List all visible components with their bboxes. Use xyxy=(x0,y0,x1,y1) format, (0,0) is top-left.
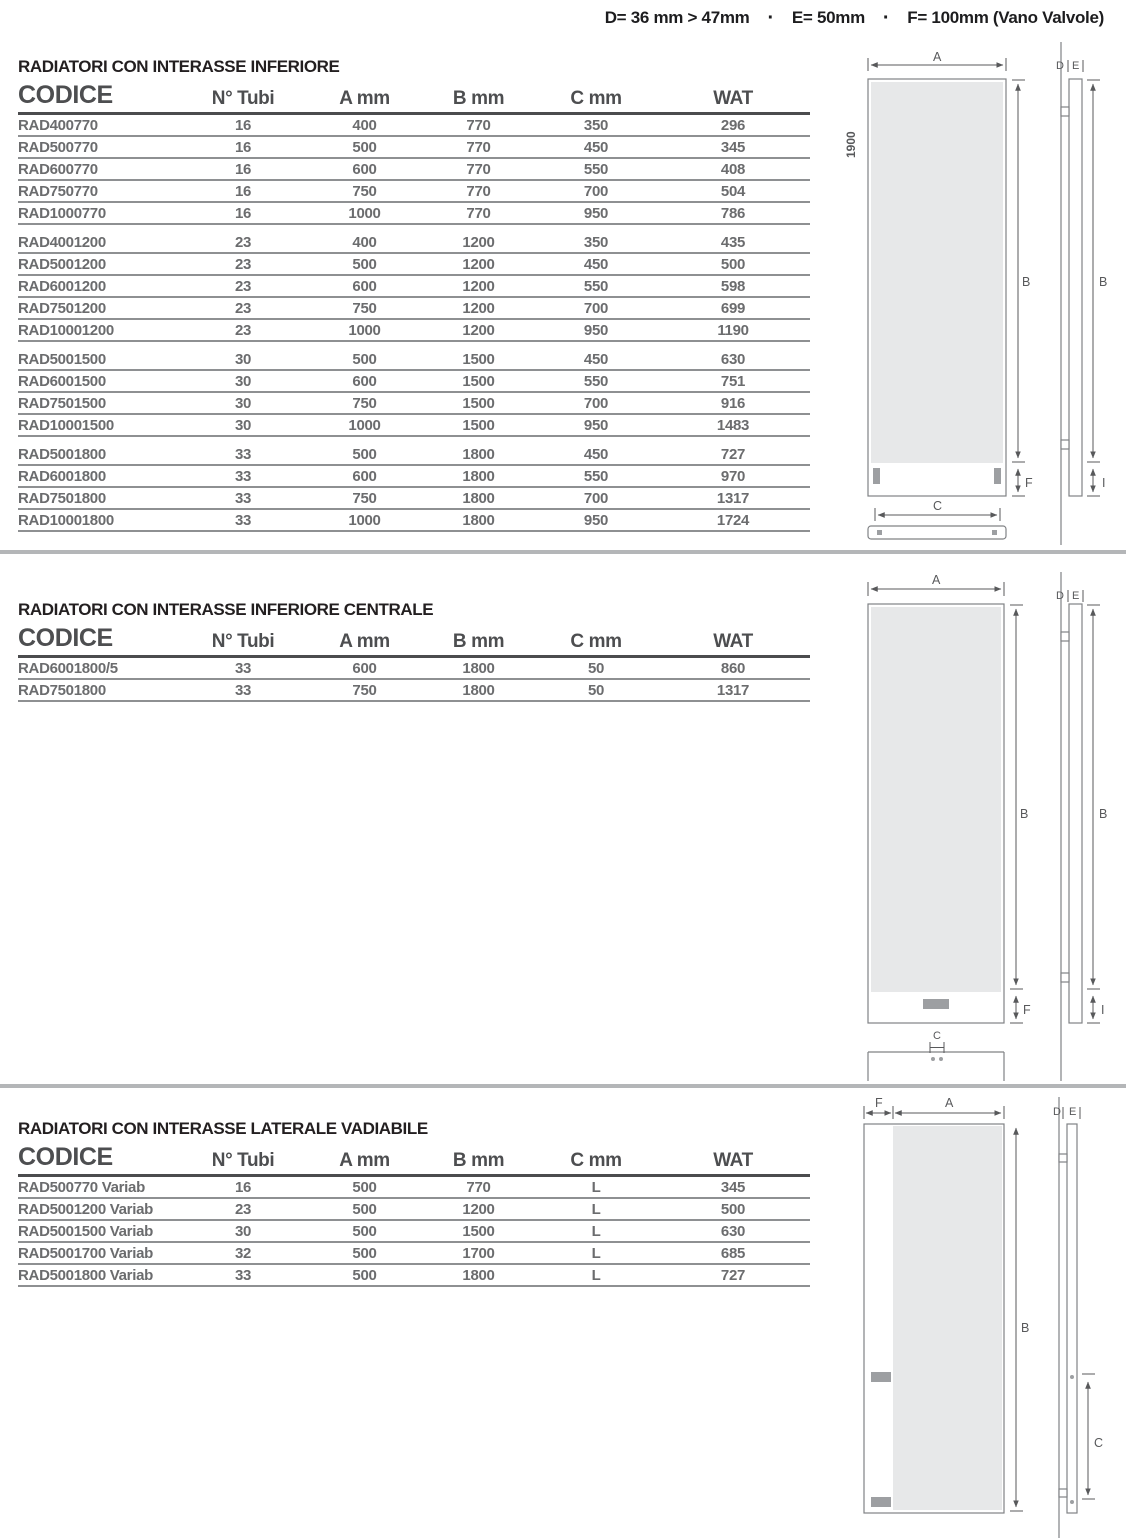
value-cell: L xyxy=(591,1222,601,1240)
dim-label-i: I xyxy=(1102,476,1106,490)
value-cell: 1500 xyxy=(462,350,495,368)
codice-cell: RAD5001800 xyxy=(18,445,106,463)
table-header xyxy=(18,1142,810,1177)
value-cell: L xyxy=(591,1244,601,1262)
value-cell: 350 xyxy=(583,116,609,134)
value-cell: 1000 xyxy=(348,511,381,529)
value-cell: 1800 xyxy=(462,445,495,463)
value-cell: 1190 xyxy=(717,321,749,339)
table-body xyxy=(18,1177,810,1287)
value-cell: 630 xyxy=(720,1222,746,1240)
value-cell: 400 xyxy=(352,233,377,251)
codice-cell: RAD1000770 xyxy=(18,204,106,222)
table-row xyxy=(18,658,810,680)
codice-cell: RAD750770 xyxy=(18,182,98,200)
dim-label-d: D xyxy=(1056,60,1064,72)
value-cell: 550 xyxy=(583,277,609,295)
codice-cell: RAD600770 xyxy=(18,160,98,178)
table-row xyxy=(18,254,810,276)
column-header: N° Tubi xyxy=(211,1150,275,1171)
column-header: N° Tubi xyxy=(211,88,275,109)
value-cell: 23 xyxy=(234,233,252,251)
value-cell: 950 xyxy=(583,321,609,339)
dim-label-e: E xyxy=(1072,590,1080,602)
value-cell: 751 xyxy=(720,372,746,390)
section-interasse-inferiore xyxy=(18,58,810,532)
value-cell: 30 xyxy=(234,416,252,434)
row-group xyxy=(18,115,810,225)
value-cell: 500 xyxy=(352,138,377,156)
dim-label-c: C xyxy=(933,1030,941,1042)
value-cell: 500 xyxy=(352,1222,377,1240)
value-cell: 500 xyxy=(352,1178,377,1196)
note-dimension-f: F= 100mm (Vano Valvole) xyxy=(907,8,1104,27)
codice-cell: RAD500770 Variab xyxy=(18,1178,145,1196)
note-dimension-d: D= 36 mm > 47mm xyxy=(604,8,750,27)
value-cell: 23 xyxy=(234,277,252,295)
value-cell: 699 xyxy=(720,299,746,317)
section-divider xyxy=(0,1084,1126,1088)
value-cell: 1800 xyxy=(462,489,495,507)
codice-cell: RAD500770 xyxy=(18,138,98,156)
value-cell: 435 xyxy=(720,233,746,251)
value-cell: 345 xyxy=(720,1178,746,1196)
connector-right xyxy=(994,468,1001,484)
diagram-interasse-inferiore xyxy=(835,40,1126,548)
radiator-panel xyxy=(871,82,1003,463)
value-cell: 550 xyxy=(583,160,609,178)
table-header xyxy=(18,80,810,115)
value-cell: 1800 xyxy=(462,659,495,677)
value-cell: 16 xyxy=(234,138,252,156)
value-cell: 770 xyxy=(466,1178,491,1196)
value-cell: 500 xyxy=(352,1200,377,1218)
wall-bracket-bottom xyxy=(1061,973,1069,982)
value-cell: 1200 xyxy=(462,277,495,295)
bottom-connector-left xyxy=(877,530,882,535)
table-row xyxy=(18,1243,810,1265)
value-cell: 700 xyxy=(583,182,609,200)
value-cell: 500 xyxy=(352,445,377,463)
value-cell: 23 xyxy=(234,1200,252,1218)
codice-cell: RAD6001800 xyxy=(18,467,106,485)
table-row xyxy=(18,159,810,181)
value-cell: L xyxy=(591,1266,601,1284)
codice-cell: RAD10001800 xyxy=(18,511,114,529)
table-row xyxy=(18,203,810,225)
value-cell: 700 xyxy=(583,489,609,507)
codice-cell: RAD6001800/5 xyxy=(18,659,118,677)
value-cell: 16 xyxy=(234,160,252,178)
column-header: WAT xyxy=(713,1150,753,1171)
codice-cell: RAD7501800 xyxy=(18,681,106,699)
dim-label-b: B xyxy=(1021,1321,1030,1335)
value-cell: 600 xyxy=(352,659,377,677)
wall-bracket-bottom xyxy=(1061,440,1069,449)
valve-connector-upper xyxy=(871,1372,891,1382)
value-cell: L xyxy=(591,1200,601,1218)
dim-label-b: B xyxy=(1022,275,1031,289)
value-cell: 500 xyxy=(352,350,377,368)
value-cell: 1700 xyxy=(462,1244,495,1262)
value-cell: 1200 xyxy=(462,321,495,339)
value-cell: 23 xyxy=(234,255,252,273)
column-header: C mm xyxy=(570,88,622,109)
value-cell: 500 xyxy=(352,1266,377,1284)
side-connector-lower xyxy=(1070,1500,1074,1504)
value-cell: 33 xyxy=(234,1266,252,1284)
value-cell: 1724 xyxy=(716,511,750,529)
wall-bracket-bottom xyxy=(1059,1489,1067,1497)
note-dimension-e: E= 50mm xyxy=(791,8,865,27)
value-cell: 700 xyxy=(583,299,609,317)
table-row xyxy=(18,466,810,488)
value-cell: 1000 xyxy=(348,321,381,339)
table-row xyxy=(18,680,810,702)
value-cell: 32 xyxy=(234,1244,252,1262)
dim-label-c: C xyxy=(1094,1436,1104,1450)
dim-label-a: A xyxy=(945,1096,954,1110)
value-cell: 727 xyxy=(720,445,746,463)
table-row xyxy=(18,488,810,510)
value-cell: 1000 xyxy=(348,416,381,434)
value-cell: 296 xyxy=(720,116,746,134)
codice-cell: RAD400770 xyxy=(18,116,98,134)
value-cell: L xyxy=(591,1178,601,1196)
value-cell: 1200 xyxy=(462,255,495,273)
value-cell: 1500 xyxy=(462,372,495,390)
table-row xyxy=(18,137,810,159)
dim-label-c: C xyxy=(933,499,943,513)
table-row xyxy=(18,181,810,203)
value-cell: 970 xyxy=(720,467,746,485)
value-cell: 50 xyxy=(587,659,605,677)
column-header: A mm xyxy=(339,1150,390,1171)
dim-label-d: D xyxy=(1053,1106,1061,1118)
value-cell: 1317 xyxy=(716,489,750,507)
dim-label-f: F xyxy=(1023,1003,1031,1017)
dim-label-a: A xyxy=(933,50,942,64)
value-cell: 770 xyxy=(466,138,491,156)
value-cell: 916 xyxy=(720,394,746,412)
codice-cell: RAD5001700 Variab xyxy=(18,1244,153,1262)
diagram-interasse-inferiore-centrale xyxy=(835,570,1126,1083)
column-header: C mm xyxy=(570,1150,622,1171)
codice-cell: RAD7501800 xyxy=(18,489,106,507)
value-cell: 500 xyxy=(720,1200,746,1218)
value-cell: 30 xyxy=(234,350,252,368)
table-row xyxy=(18,276,810,298)
wall-bracket-top xyxy=(1061,107,1069,116)
dim-label-d: D xyxy=(1056,590,1064,602)
value-cell: 786 xyxy=(720,204,746,222)
connector-left xyxy=(873,468,880,484)
value-cell: 1200 xyxy=(462,1200,495,1218)
value-cell: 30 xyxy=(234,1222,252,1240)
value-cell: 30 xyxy=(234,394,252,412)
dim-label-e: E xyxy=(1069,1106,1077,1118)
value-cell: 1483 xyxy=(716,416,750,434)
dimensions-note xyxy=(605,8,1104,28)
table-header xyxy=(18,623,810,658)
codice-cell: RAD5001200 Variab xyxy=(18,1200,153,1218)
value-cell: 16 xyxy=(234,204,252,222)
value-cell: 450 xyxy=(583,255,609,273)
dim-label-i: I xyxy=(1101,1003,1105,1017)
table-body xyxy=(18,115,810,532)
table-row xyxy=(18,371,810,393)
table-row xyxy=(18,1177,810,1199)
section-divider xyxy=(0,550,1126,554)
side-view xyxy=(1069,79,1082,496)
value-cell: 1800 xyxy=(462,467,495,485)
table-row xyxy=(18,1221,810,1243)
value-cell: 504 xyxy=(720,182,746,200)
value-cell: 700 xyxy=(583,394,609,412)
value-cell: 33 xyxy=(234,511,252,529)
value-cell: 450 xyxy=(583,138,609,156)
table-row xyxy=(18,1265,810,1287)
dim-label-a: A xyxy=(932,573,941,587)
value-cell: 727 xyxy=(720,1266,746,1284)
table-body xyxy=(18,658,810,702)
value-cell: 1800 xyxy=(462,681,495,699)
codice-cell: RAD4001200 xyxy=(18,233,106,251)
value-cell: 33 xyxy=(234,489,252,507)
value-cell: 50 xyxy=(587,681,605,699)
column-header: CODICE xyxy=(18,624,113,652)
value-cell: 16 xyxy=(234,182,252,200)
table-row xyxy=(18,232,810,254)
column-header: CODICE xyxy=(18,81,113,109)
value-cell: 770 xyxy=(466,160,491,178)
column-header: N° Tubi xyxy=(211,631,275,652)
value-cell: 598 xyxy=(720,277,746,295)
dim-label-f: F xyxy=(875,1096,883,1110)
column-header: B mm xyxy=(452,1150,505,1171)
value-cell: 33 xyxy=(234,659,252,677)
wall-bracket-top xyxy=(1061,632,1069,641)
value-cell: 950 xyxy=(583,204,609,222)
value-cell: 1000 xyxy=(348,204,381,222)
codice-cell: RAD10001200 xyxy=(18,321,114,339)
codice-cell: RAD6001500 xyxy=(18,372,106,390)
value-cell: 750 xyxy=(352,182,377,200)
table-row xyxy=(18,1199,810,1221)
radiator-panel xyxy=(893,1126,1002,1510)
value-cell: 350 xyxy=(583,233,609,251)
codice-cell: RAD5001800 Variab xyxy=(18,1266,153,1284)
bottom-view xyxy=(868,526,1006,539)
separator-dot: · xyxy=(767,7,774,29)
value-cell: 950 xyxy=(583,416,609,434)
value-cell: 770 xyxy=(466,204,491,222)
value-cell: 400 xyxy=(352,116,377,134)
value-cell: 1800 xyxy=(462,511,495,529)
value-cell: 1317 xyxy=(716,681,750,699)
dim-label-f: F xyxy=(1025,476,1033,490)
value-cell: 860 xyxy=(720,659,746,677)
value-cell: 750 xyxy=(352,681,377,699)
value-cell: 1200 xyxy=(462,299,495,317)
value-cell: 1800 xyxy=(462,1266,495,1284)
value-cell: 345 xyxy=(720,138,746,156)
section-title: RADIATORI CON INTERASSE INFERIORE CENTRALE xyxy=(18,600,434,619)
column-header: B mm xyxy=(452,631,505,652)
value-cell: 750 xyxy=(352,394,377,412)
value-cell: 16 xyxy=(234,1178,252,1196)
column-header: WAT xyxy=(713,88,753,109)
codice-cell: RAD7501500 xyxy=(18,394,106,412)
value-cell: 685 xyxy=(720,1244,746,1262)
dim-label-b-side: B xyxy=(1099,275,1108,289)
value-cell: 630 xyxy=(720,350,746,368)
valve-connector-lower xyxy=(871,1497,891,1507)
row-group xyxy=(18,658,810,702)
codice-cell: RAD5001500 xyxy=(18,350,106,368)
wall-bracket-top xyxy=(1059,1154,1067,1162)
value-cell: 550 xyxy=(583,467,609,485)
codice-cell: RAD7501200 xyxy=(18,299,106,317)
value-cell: 450 xyxy=(583,445,609,463)
column-header: A mm xyxy=(339,88,390,109)
section-title: RADIATORI CON INTERASSE INFERIORE xyxy=(18,57,340,76)
value-cell: 770 xyxy=(466,182,491,200)
value-cell: 1500 xyxy=(462,394,495,412)
bottom-connector-left xyxy=(931,1057,935,1061)
value-cell: 500 xyxy=(352,255,377,273)
side-connector-upper xyxy=(1070,1375,1074,1379)
codice-cell: RAD5001200 xyxy=(18,255,106,273)
separator-dot: · xyxy=(882,7,890,29)
value-cell: 16 xyxy=(234,116,252,134)
value-cell: 450 xyxy=(583,350,609,368)
section-interasse-inferiore-centrale xyxy=(18,601,810,702)
row-group xyxy=(18,232,810,342)
table-row xyxy=(18,115,810,137)
height-label: 1900 xyxy=(844,131,858,158)
value-cell: 770 xyxy=(466,116,491,134)
codice-cell: RAD5001500 Variab xyxy=(18,1222,153,1240)
side-view xyxy=(1069,604,1082,1023)
value-cell: 1500 xyxy=(462,1222,495,1240)
codice-cell: RAD6001200 xyxy=(18,277,106,295)
row-group xyxy=(18,1177,810,1287)
value-cell: 500 xyxy=(720,255,746,273)
value-cell: 600 xyxy=(352,160,377,178)
bottom-view xyxy=(868,1052,1004,1081)
central-connector xyxy=(923,999,949,1009)
column-header: C mm xyxy=(570,631,622,652)
table-row xyxy=(18,349,810,371)
table-row xyxy=(18,393,810,415)
table-row xyxy=(18,320,810,342)
section-interasse-laterale-variabile xyxy=(18,1120,810,1287)
bottom-connector-right xyxy=(939,1057,943,1061)
value-cell: 33 xyxy=(234,467,252,485)
value-cell: 1200 xyxy=(462,233,495,251)
radiator-panel xyxy=(871,607,1001,992)
row-group xyxy=(18,349,810,437)
value-cell: 1500 xyxy=(462,416,495,434)
value-cell: 500 xyxy=(352,1244,377,1262)
value-cell: 23 xyxy=(234,321,252,339)
table-row xyxy=(18,510,810,532)
value-cell: 750 xyxy=(352,299,377,317)
value-cell: 408 xyxy=(720,160,746,178)
table-row xyxy=(18,444,810,466)
side-view xyxy=(1067,1124,1077,1513)
diagram-interasse-laterale-variabile xyxy=(835,1095,1126,1538)
dim-label-b: B xyxy=(1020,807,1029,821)
codice-cell: RAD10001500 xyxy=(18,416,114,434)
dim-label-b-side: B xyxy=(1099,807,1108,821)
value-cell: 550 xyxy=(583,372,609,390)
value-cell: 950 xyxy=(583,511,609,529)
value-cell: 33 xyxy=(234,445,252,463)
value-cell: 600 xyxy=(352,372,377,390)
table-row xyxy=(18,415,810,437)
value-cell: 33 xyxy=(234,681,252,699)
value-cell: 600 xyxy=(352,467,377,485)
bottom-connector-right xyxy=(992,530,997,535)
section-title: RADIATORI CON INTERASSE LATERALE VADIABILE xyxy=(18,1119,428,1138)
value-cell: 23 xyxy=(234,299,252,317)
column-header: WAT xyxy=(713,631,753,652)
table-row xyxy=(18,298,810,320)
value-cell: 600 xyxy=(352,277,377,295)
column-header: A mm xyxy=(339,631,390,652)
value-cell: 30 xyxy=(234,372,252,390)
dim-label-e: E xyxy=(1072,60,1080,72)
column-header: CODICE xyxy=(18,1143,113,1171)
column-header: B mm xyxy=(452,88,505,109)
row-group xyxy=(18,444,810,532)
value-cell: 750 xyxy=(352,489,377,507)
